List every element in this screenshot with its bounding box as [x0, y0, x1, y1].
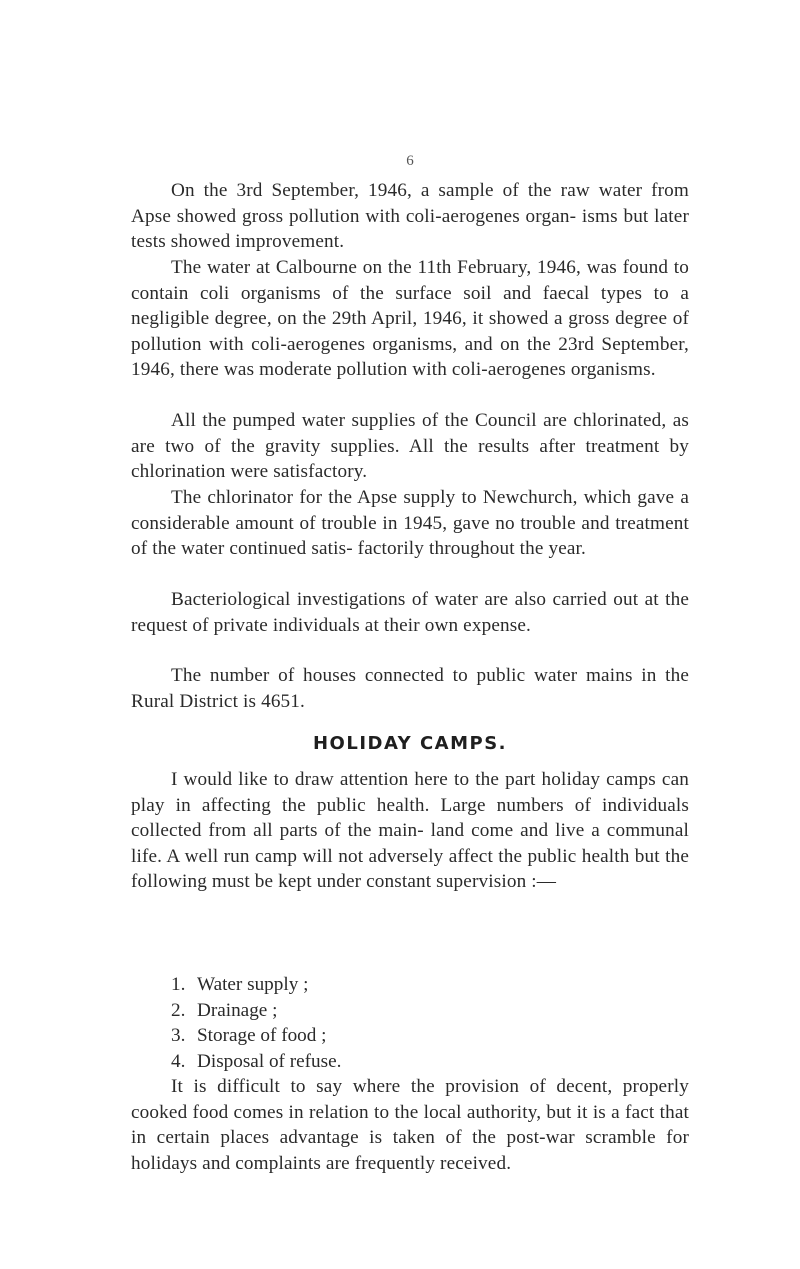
paragraph-chlorinator: The chlorinator for the Apse supply to Newchurch, which gave a considerable amount of trouble in 1945, gave no trouble and treatment of the water continued satis- factorily throughout the year. [131, 487, 689, 559]
paragraph-closing: It is difficult to say where the provision of decent, properly cooked food comes in relation to the local authority, but it is a fact that in certain places advantage is taken of the post-war scramble for holidays and complaints are frequently received. [131, 1076, 689, 1174]
page-number: 6 [406, 153, 414, 169]
paragraph-houses-connected: The number of houses connected to public water mains in the Rural District is 4651. [131, 665, 689, 712]
paragraph-apse-sample: On the 3rd September, 1946, a sample of the raw water from Apse showed gross pollution with coli-aerogenes organ- isms but later tests showed improvement. [131, 180, 689, 252]
paragraph-holiday-intro: I would like to draw attention here to the part holiday camps can play in affecting the public health. Large numbers of individuals collected from all parts of the main- land come and live a communal life. A well run camp will not adversely affect the public health but the following must be kept under constant supervision :— [131, 769, 689, 892]
paragraph-bacteriological: Bacteriological investigations of water are also carried out at the request of private individuals at their own expense. [131, 589, 689, 636]
list-item: 4. Disposal of refuse. [171, 1050, 342, 1072]
list-item: 2. Drainage ; [171, 999, 278, 1021]
list-item: 1. Water supply ; [171, 974, 309, 995]
supervision-list [171, 972, 341, 1074]
list-item: 3. Storage of food ; [171, 1025, 327, 1046]
section-heading: HOLIDAY CAMPS. [312, 733, 508, 754]
paragraph-calbourne: The water at Calbourne on the 11th February, 1946, was found to contain coli organisms of the surface soil and faecal types to a negligible degree, on the 29th April, 1946, it showed a gross degree of pollution with coli-aerogenes organisms, and on the 23rd September, 1946, there was moderate pollution with coli-aerogenes organisms. [131, 257, 689, 380]
paragraph-chlorination: All the pumped water supplies of the Council are chlorinated, as are two of the gravity supplies. All the results after treatment by chlorination were satisfactory. [131, 410, 689, 482]
